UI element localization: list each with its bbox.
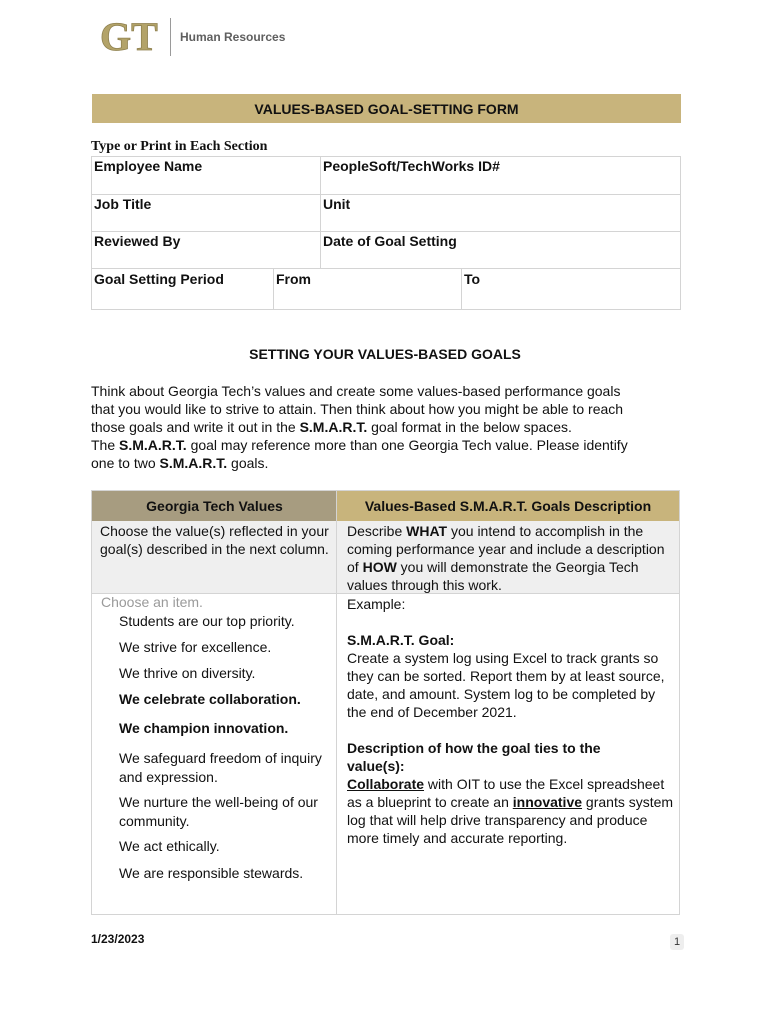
section-heading: SETTING YOUR VALUES-BASED GOALS — [249, 346, 521, 362]
intro-text: goal may reference more than one Georgia Tech value. Please identify — [186, 437, 628, 453]
goal-ties-heading: Description of how the goal ties to the value(s): — [347, 740, 601, 774]
intro-paragraph — [91, 382, 691, 472]
form-instructions: Type or Print in Each Section — [91, 139, 268, 154]
date-of-goal-setting-label: Date of Goal Setting — [323, 233, 457, 249]
smart-goal-text: Create a system log using Excel to track grants so they can be sorted. Report them by at least source, date, and amount. System log to be completed by the end of December 2021. — [347, 650, 665, 720]
georgia-tech-values-header: Georgia Tech Values — [92, 491, 337, 521]
job-title-field[interactable] — [91, 194, 320, 231]
value-option[interactable]: We act ethically. — [119, 838, 220, 854]
intro-text: The — [91, 437, 120, 453]
example-label: Example: — [347, 596, 406, 612]
job-title-label: Job Title — [94, 196, 152, 212]
what-term: WHAT — [406, 523, 448, 539]
period-from-field[interactable] — [273, 268, 461, 310]
collaborate-term: Collaborate — [347, 776, 425, 792]
smart-term: S.M.A.R.T. — [159, 455, 228, 471]
goals-table — [91, 490, 680, 915]
intro-text: goals. — [227, 455, 269, 471]
smart-term: S.M.A.R.T. — [119, 437, 187, 453]
employee-info-table — [91, 156, 681, 310]
goal-ties-text — [347, 775, 677, 847]
value-option[interactable]: We celebrate collaboration. — [119, 691, 301, 707]
goals-instruction — [337, 521, 679, 593]
intro-line-5 — [91, 454, 691, 472]
gt-logo-icon — [100, 16, 164, 56]
value-option[interactable]: We thrive on diversity. — [119, 665, 256, 681]
smart-goal-heading: S.M.A.R.T. Goal: — [347, 632, 455, 648]
goals-instruction-text: Describe — [347, 523, 407, 539]
unit-label: Unit — [323, 196, 351, 212]
reviewed-by-label: Reviewed By — [94, 233, 181, 249]
intro-text: those goals and write it out in the — [91, 419, 300, 435]
goal-ties-text-part: with OIT to use the Excel spreadsheet as a blueprint to create an — [347, 776, 665, 810]
employee-name-label: Employee Name — [94, 158, 203, 174]
logo-divider — [170, 18, 171, 56]
peoplesoft-id-field[interactable] — [320, 156, 681, 194]
values-instruction: Choose the value(s) reflected in your goal(s) described in the next column. — [92, 521, 337, 593]
value-option[interactable]: We strive for excellence. — [119, 639, 272, 655]
goals-instruction-text: you intend to accomplish in the coming performance year and include a description of — [347, 523, 665, 575]
value-option[interactable]: We champion innovation. — [119, 720, 289, 736]
department-name: Human Resources — [180, 30, 286, 44]
date-of-goal-setting-field[interactable] — [320, 231, 681, 268]
form-title: VALUES-BASED GOAL-SETTING FORM — [92, 94, 681, 123]
footer-date: 1/23/2023 — [91, 932, 145, 946]
page-number: 1 — [670, 934, 684, 950]
value-option[interactable]: We are responsible stewards. — [119, 865, 304, 881]
value-dropdown[interactable]: Choose an item. — [101, 594, 203, 610]
gt-logo-mark: GT — [100, 16, 158, 56]
goals-instruction-text: you will demonstrate the Georgia Tech values through this work. — [347, 559, 639, 593]
period-from-label: From — [276, 271, 311, 287]
goal-setting-period-cell — [91, 268, 273, 310]
goal-ties-text-part: grants system log that will help drive transparency and produce more timely and accurate reporting. — [347, 794, 674, 846]
smart-goals-header: Values-Based S.M.A.R.T. Goals Description — [337, 491, 679, 521]
unit-field[interactable] — [320, 194, 681, 231]
period-to-label: To — [464, 271, 481, 287]
intro-text: goal format in the below spaces. — [367, 419, 572, 435]
example-goal — [347, 595, 677, 847]
period-to-field[interactable] — [461, 268, 681, 310]
peoplesoft-id-label: PeopleSoft/TechWorks ID# — [323, 158, 500, 174]
value-option[interactable]: We safeguard freedom of inquiry and expression. — [119, 750, 322, 785]
intro-text: one to two — [91, 455, 160, 471]
value-option[interactable]: We nurture the well-being of our community. — [119, 794, 318, 829]
gt-hr-logo — [100, 16, 300, 60]
intro-line-3 — [91, 418, 691, 436]
smart-term: S.M.A.R.T. — [299, 419, 368, 435]
reviewed-by-field[interactable] — [91, 231, 320, 268]
intro-line-1: Think about Georgia Tech’s values and create some values-based performance goals — [91, 383, 621, 399]
column-divider — [336, 491, 337, 914]
goal-setting-period-label: Goal Setting Period — [94, 271, 224, 287]
employee-name-field[interactable] — [91, 156, 320, 194]
value-option[interactable]: Students are our top priority. — [119, 613, 295, 629]
intro-line-4 — [91, 436, 691, 454]
how-term: HOW — [362, 559, 397, 575]
innovative-term: innovative — [512, 794, 583, 810]
intro-line-2: that you would like to strive to attain. Then think about how you might be able to reach — [91, 401, 624, 417]
